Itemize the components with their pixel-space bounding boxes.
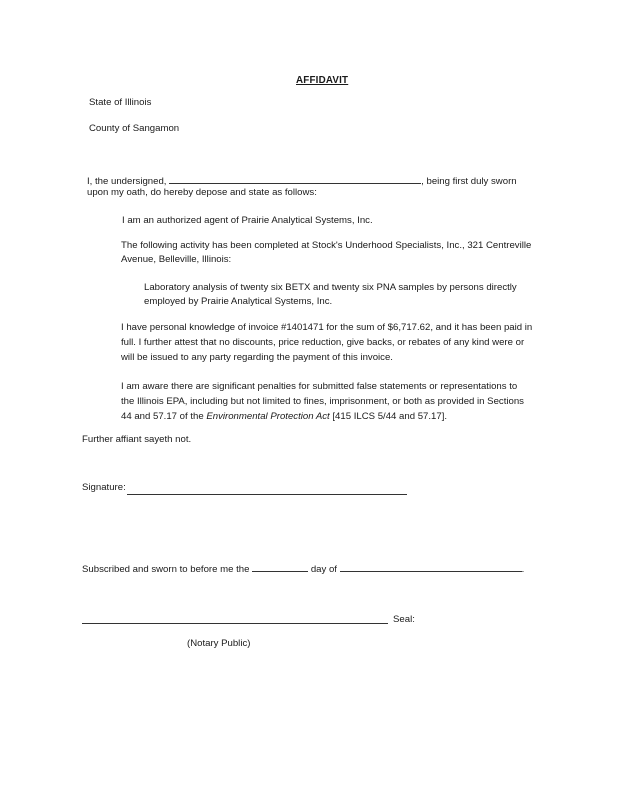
- lab-line-2: employed by Prairie Analytical Systems, Inc.: [144, 296, 333, 307]
- month-year-blank[interactable]: [340, 561, 522, 572]
- state-line: State of Illinois: [89, 97, 152, 108]
- county-line: County of Sangamon: [89, 123, 180, 134]
- penalty-line-3-italic: Environmental Protection Act: [206, 411, 330, 422]
- subscribed-prefix: Subscribed and sworn to before me the: [82, 564, 250, 575]
- intro-suffix: , being first duly sworn: [421, 176, 517, 187]
- further-affiant: Further affiant sayeth not.: [82, 434, 192, 445]
- undersigned-name-blank[interactable]: [169, 173, 421, 184]
- lab-line-1: Laboratory analysis of twenty six BETX and twenty six PNA samples by persons directly: [144, 282, 517, 293]
- signature-line[interactable]: [127, 494, 407, 495]
- seal-label: Seal:: [393, 614, 415, 625]
- penalty-line-2: the Illinois EPA, including but not limited to fines, imprisonment, or both as provided in Sections: [121, 396, 524, 407]
- penalty-line-1: I am aware there are significant penalties for submitted false statements or representations to: [121, 381, 518, 392]
- knowledge-line-1: I have personal knowledge of invoice #1401471 for the sum of $6,717.62, and it has been paid in: [121, 322, 533, 333]
- penalty-line-3-suffix: [415 ILCS 5/44 and 57.17].: [329, 411, 448, 422]
- subscribed-middle: day of: [310, 564, 337, 575]
- intro-line: [87, 173, 517, 188]
- subscribed-line: Subscribed and sworn to before me the day of .: [82, 561, 524, 576]
- penalty-line-3: [121, 411, 447, 423]
- knowledge-line-3: will be issued to any party regarding the payment of this invoice.: [121, 352, 393, 363]
- intro-prefix: I, the undersigned,: [87, 176, 167, 187]
- signature-label: Signature:: [82, 482, 126, 493]
- penalty-line-3-prefix: 44 and 57.17 of the: [121, 411, 207, 422]
- agent-statement: I am an authorized agent of Prairie Analytical Systems, Inc.: [122, 215, 373, 226]
- intro-line-2: upon my oath, do hereby depose and state as follows:: [87, 187, 317, 198]
- document-title: AFFIDAVIT: [296, 75, 349, 86]
- notary-label: (Notary Public): [187, 638, 251, 649]
- day-blank[interactable]: [252, 561, 308, 572]
- activity-line-1: The following activity has been completed at Stock's Underhood Specialists, Inc., 321 Centreville: [121, 240, 532, 251]
- notary-signature-line[interactable]: [82, 623, 388, 624]
- activity-line-2: Avenue, Belleville, Illinois:: [121, 254, 232, 265]
- knowledge-line-2: full. I further attest that no discounts, price reduction, give backs, or rebates of any kind were or: [121, 337, 525, 348]
